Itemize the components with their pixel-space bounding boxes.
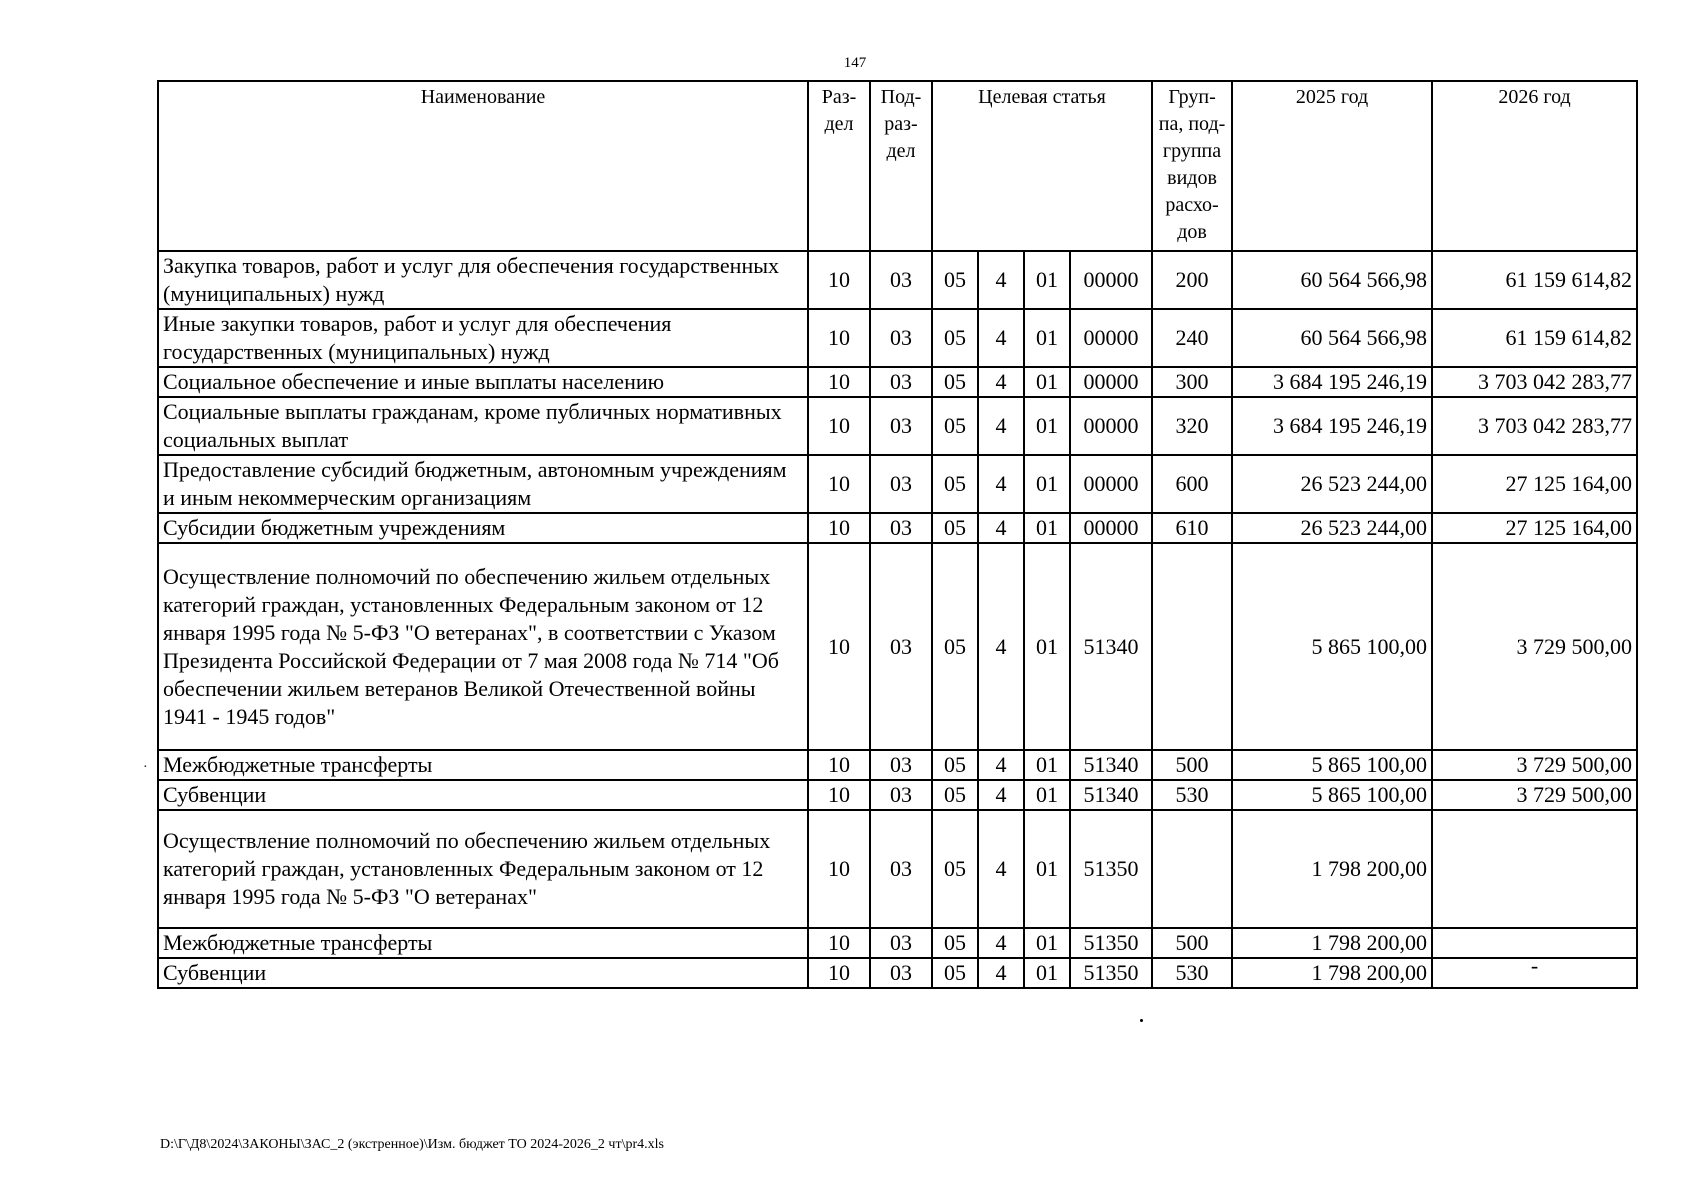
- row-expense-group: 320: [1152, 397, 1232, 455]
- row-target-subprogram: 01: [1024, 928, 1070, 958]
- row-value-2025: 1 798 200,00: [1232, 810, 1432, 928]
- table-row: [158, 958, 1637, 988]
- row-name: Предоставление субсидий бюджетным, автономным учреждениям и иным некоммерческим организациям: [158, 455, 808, 513]
- header-name: Наименование: [158, 81, 808, 251]
- table-row: [158, 455, 1637, 513]
- row-value-2025: 60 564 566,98: [1232, 309, 1432, 367]
- row-expense-group: 300: [1152, 367, 1232, 397]
- row-name: Осуществление полномочий по обеспечению жильем отдельных категорий граждан, установленных Федеральным законом от 12 января 1995 года № 5-ФЗ "О ветеранах", в соответствии с Указом Президента Российской Федерации от 7 мая 2008 года № 714 "Об обеспечении жильем ветеранов Великой Отечественной войны 1941 - 1945 годов": [158, 543, 808, 750]
- row-expense-group: 240: [1152, 309, 1232, 367]
- budget-table: [157, 80, 1638, 989]
- row-subsection: 03: [870, 251, 932, 309]
- table-row: [158, 367, 1637, 397]
- row-subsection: 03: [870, 928, 932, 958]
- row-value-2026: 27 125 164,00: [1432, 455, 1637, 513]
- row-target-type: 4: [978, 958, 1024, 988]
- row-target-type: 4: [978, 309, 1024, 367]
- row-target-direction: 00000: [1070, 309, 1152, 367]
- row-target-program: 05: [932, 928, 978, 958]
- row-target-program: 05: [932, 810, 978, 928]
- row-section: 10: [808, 780, 870, 810]
- row-section: 10: [808, 455, 870, 513]
- row-target-subprogram: 01: [1024, 543, 1070, 750]
- row-value-2026: 61 159 614,82: [1432, 251, 1637, 309]
- row-value-2025: 1 798 200,00: [1232, 958, 1432, 988]
- row-target-subprogram: 01: [1024, 810, 1070, 928]
- table-body: [158, 251, 1637, 988]
- row-name: Закупка товаров, работ и услуг для обеспечения государственных (муниципальных) нужд: [158, 251, 808, 309]
- row-name: Осуществление полномочий по обеспечению жильем отдельных категорий граждан, установленных Федеральным законом от 12 января 1995 года № 5-ФЗ "О ветеранах": [158, 810, 808, 928]
- row-target-subprogram: 01: [1024, 397, 1070, 455]
- table-row: [158, 750, 1637, 780]
- table-row: [158, 928, 1637, 958]
- row-subsection: 03: [870, 810, 932, 928]
- row-section: 10: [808, 251, 870, 309]
- row-target-subprogram: 01: [1024, 251, 1070, 309]
- table-row: [158, 251, 1637, 309]
- row-name: Субвенции: [158, 958, 808, 988]
- row-value-2026: 3 729 500,00: [1432, 780, 1637, 810]
- row-subsection: 03: [870, 780, 932, 810]
- footer-file-path: D:\Г\Д8\2024\ЗАКОНЫ\ЗАС_2 (экстренное)\Изм. бюджет ТО 2024-2026_2 чт\pr4.xls: [160, 1137, 664, 1152]
- row-target-subprogram: 01: [1024, 455, 1070, 513]
- row-section: 10: [808, 309, 870, 367]
- row-subsection: 03: [870, 367, 932, 397]
- row-name: Межбюджетные трансферты: [158, 928, 808, 958]
- row-target-subprogram: 01: [1024, 367, 1070, 397]
- row-name: Социальное обеспечение и иные выплаты населению: [158, 367, 808, 397]
- row-value-2026: 3 729 500,00: [1432, 543, 1637, 750]
- header-2026: 2026 год: [1432, 81, 1637, 251]
- row-target-direction: 51350: [1070, 928, 1152, 958]
- row-target-type: 4: [978, 750, 1024, 780]
- row-target-program: 05: [932, 309, 978, 367]
- row-expense-group: 500: [1152, 928, 1232, 958]
- row-target-subprogram: 01: [1024, 750, 1070, 780]
- row-subsection: 03: [870, 309, 932, 367]
- row-section: 10: [808, 367, 870, 397]
- row-target-direction: 51340: [1070, 780, 1152, 810]
- table-row: [158, 543, 1637, 750]
- row-target-program: 05: [932, 513, 978, 543]
- row-subsection: 03: [870, 397, 932, 455]
- row-value-2025: 26 523 244,00: [1232, 513, 1432, 543]
- row-value-2026: -: [1432, 958, 1637, 988]
- row-name: Субвенции: [158, 780, 808, 810]
- row-value-2025: 1 798 200,00: [1232, 928, 1432, 958]
- row-value-2026: 61 159 614,82: [1432, 309, 1637, 367]
- table-row: [158, 397, 1637, 455]
- table-row: [158, 780, 1637, 810]
- header-group: Груп- па, под- группа видов расхо- дов: [1152, 81, 1232, 251]
- row-value-2026: 27 125 164,00: [1432, 513, 1637, 543]
- row-expense-group: 530: [1152, 958, 1232, 988]
- header-subsection: Под- раз- дел: [870, 81, 932, 251]
- row-name: Иные закупки товаров, работ и услуг для обеспечения государственных (муниципальных) нужд: [158, 309, 808, 367]
- row-target-direction: 51340: [1070, 543, 1152, 750]
- row-target-type: 4: [978, 397, 1024, 455]
- row-target-direction: 00000: [1070, 397, 1152, 455]
- row-target-direction: 51350: [1070, 958, 1152, 988]
- row-target-program: 05: [932, 780, 978, 810]
- row-target-direction: 51340: [1070, 750, 1152, 780]
- row-value-2025: 5 865 100,00: [1232, 543, 1432, 750]
- row-value-2026: [1432, 928, 1637, 958]
- row-target-type: 4: [978, 928, 1024, 958]
- row-value-2025: 3 684 195 246,19: [1232, 367, 1432, 397]
- row-target-direction: 00000: [1070, 455, 1152, 513]
- margin-mark: ·: [143, 760, 148, 775]
- row-target-program: 05: [932, 958, 978, 988]
- row-name: Субсидии бюджетным учреждениям: [158, 513, 808, 543]
- row-value-2026: 3 703 042 283,77: [1432, 397, 1637, 455]
- row-expense-group: [1152, 810, 1232, 928]
- row-target-subprogram: 01: [1024, 958, 1070, 988]
- row-value-2025: 5 865 100,00: [1232, 750, 1432, 780]
- row-target-type: 4: [978, 367, 1024, 397]
- row-name: Социальные выплаты гражданам, кроме публичных нормативных социальных выплат: [158, 397, 808, 455]
- row-section: 10: [808, 543, 870, 750]
- row-target-program: 05: [932, 367, 978, 397]
- row-value-2025: 26 523 244,00: [1232, 455, 1432, 513]
- table-row: [158, 810, 1637, 928]
- table-row: [158, 309, 1637, 367]
- row-target-subprogram: 01: [1024, 309, 1070, 367]
- row-target-direction: 00000: [1070, 367, 1152, 397]
- row-target-direction: 51350: [1070, 810, 1152, 928]
- row-subsection: 03: [870, 513, 932, 543]
- row-value-2025: 60 564 566,98: [1232, 251, 1432, 309]
- row-target-type: 4: [978, 251, 1024, 309]
- row-value-2025: 3 684 195 246,19: [1232, 397, 1432, 455]
- table-header-row: [158, 81, 1637, 251]
- row-subsection: 03: [870, 543, 932, 750]
- row-target-type: 4: [978, 810, 1024, 928]
- row-section: 10: [808, 928, 870, 958]
- row-expense-group: 500: [1152, 750, 1232, 780]
- row-section: 10: [808, 397, 870, 455]
- page-number: 147: [843, 55, 867, 71]
- row-expense-group: 600: [1152, 455, 1232, 513]
- row-value-2025: 5 865 100,00: [1232, 780, 1432, 810]
- row-target-program: 05: [932, 543, 978, 750]
- stray-dot: [1140, 1019, 1143, 1022]
- table-row: [158, 513, 1637, 543]
- row-target-type: 4: [978, 543, 1024, 750]
- header-section: Раз- дел: [808, 81, 870, 251]
- row-target-program: 05: [932, 251, 978, 309]
- row-value-2026: 3 729 500,00: [1432, 750, 1637, 780]
- row-target-direction: 00000: [1070, 251, 1152, 309]
- row-target-direction: 00000: [1070, 513, 1152, 543]
- row-section: 10: [808, 810, 870, 928]
- row-expense-group: 200: [1152, 251, 1232, 309]
- row-target-program: 05: [932, 455, 978, 513]
- row-name: Межбюджетные трансферты: [158, 750, 808, 780]
- row-section: 10: [808, 958, 870, 988]
- row-target-type: 4: [978, 455, 1024, 513]
- row-target-program: 05: [932, 750, 978, 780]
- row-target-program: 05: [932, 397, 978, 455]
- row-subsection: 03: [870, 750, 932, 780]
- header-2025: 2025 год: [1232, 81, 1432, 251]
- row-target-type: 4: [978, 513, 1024, 543]
- row-expense-group: 530: [1152, 780, 1232, 810]
- row-expense-group: 610: [1152, 513, 1232, 543]
- row-target-subprogram: 01: [1024, 780, 1070, 810]
- row-value-2026: 3 703 042 283,77: [1432, 367, 1637, 397]
- header-target: Целевая статья: [932, 81, 1152, 251]
- row-section: 10: [808, 750, 870, 780]
- row-section: 10: [808, 513, 870, 543]
- row-subsection: 03: [870, 958, 932, 988]
- row-subsection: 03: [870, 455, 932, 513]
- row-value-2026: [1432, 810, 1637, 928]
- row-target-subprogram: 01: [1024, 513, 1070, 543]
- row-target-type: 4: [978, 780, 1024, 810]
- row-expense-group: [1152, 543, 1232, 750]
